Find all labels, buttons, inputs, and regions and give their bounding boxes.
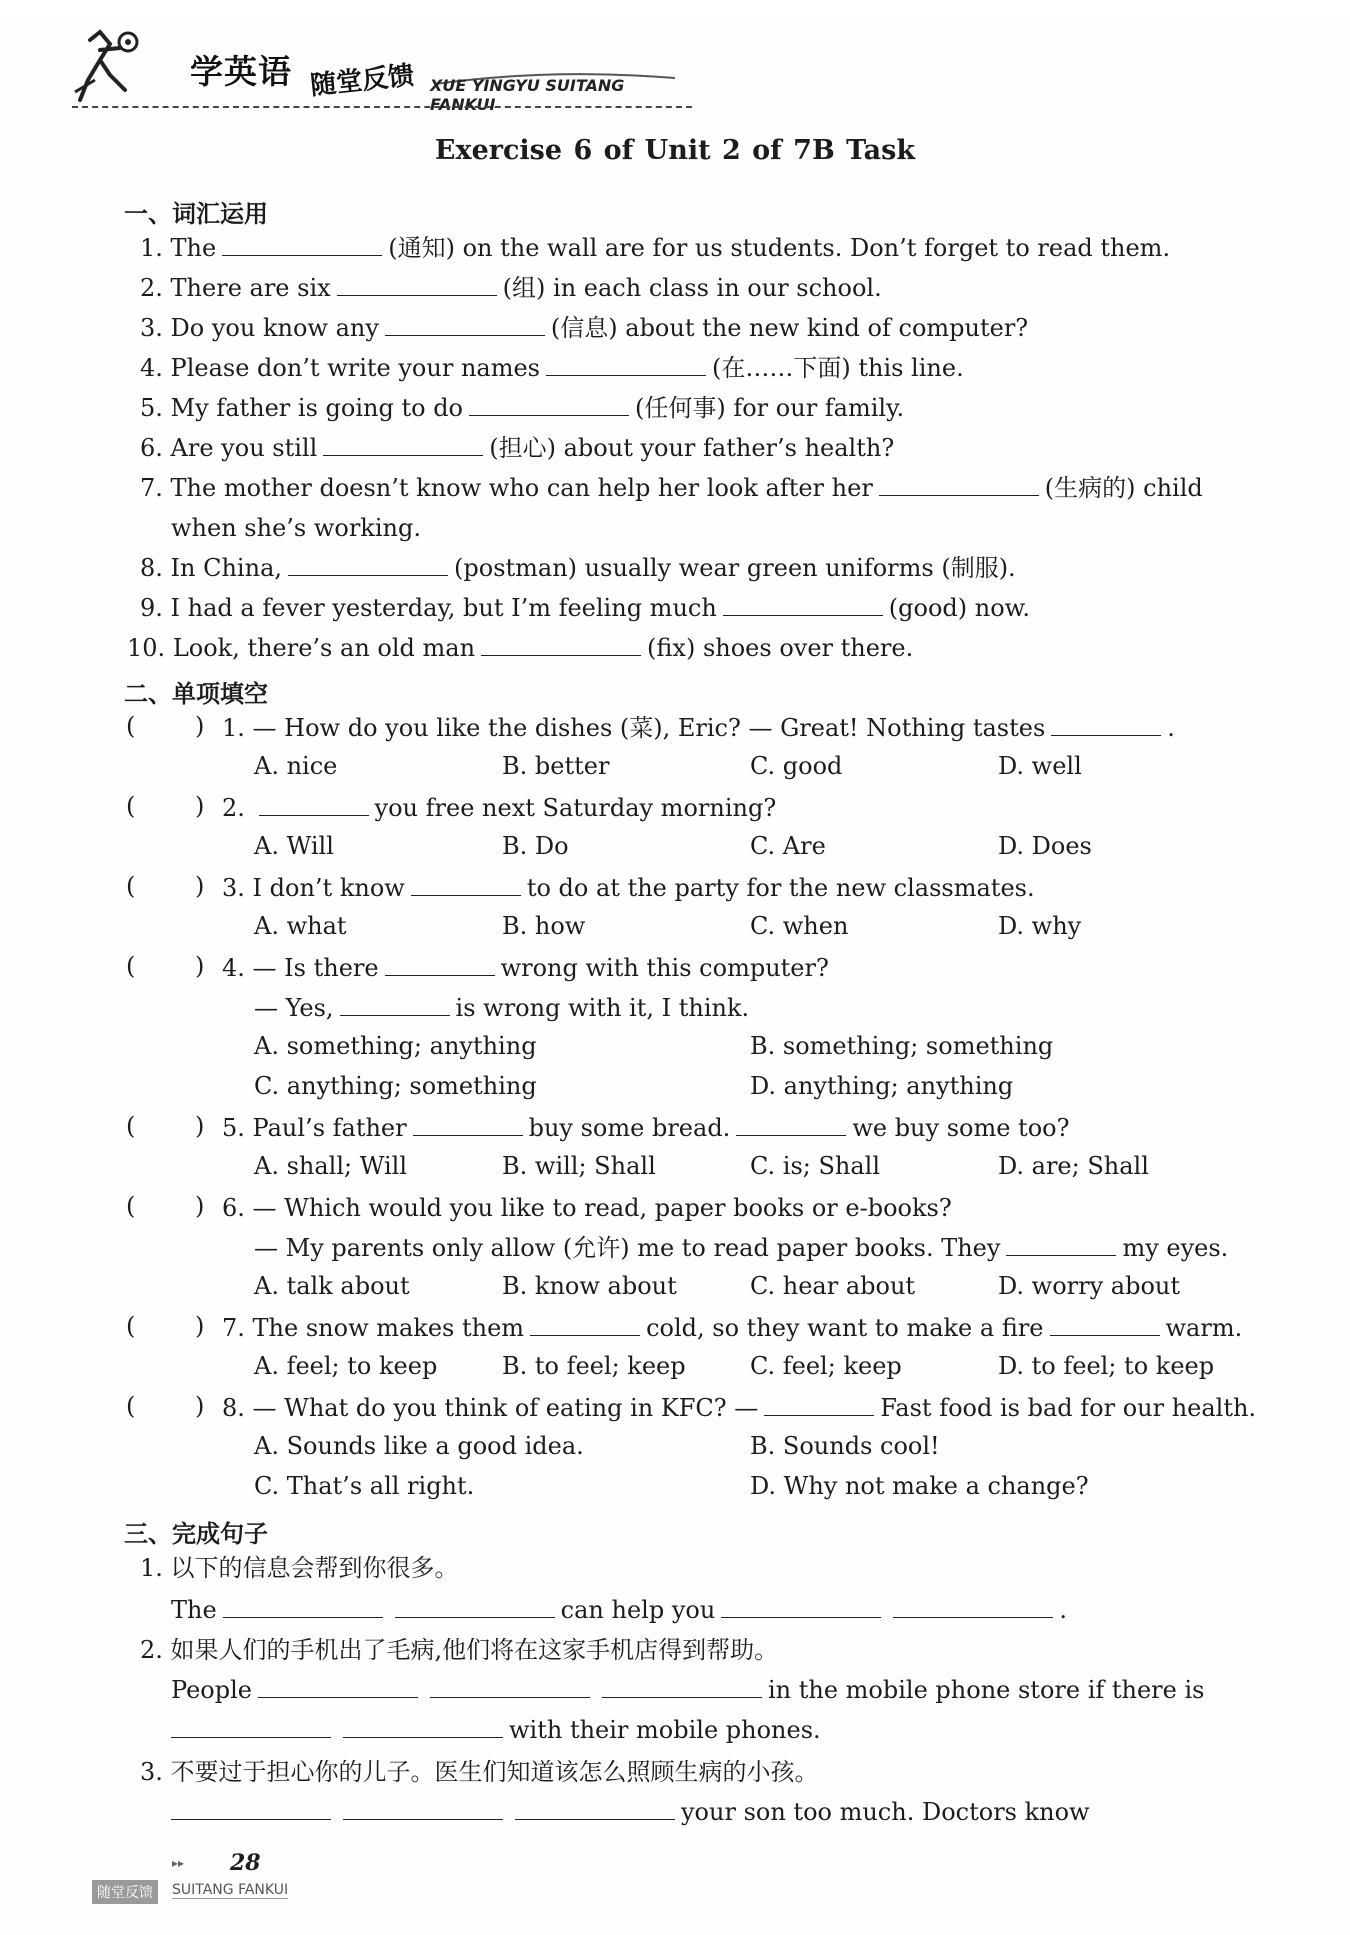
vocab-item-2: 2. There are six (组) in each class in our school. — [140, 274, 882, 302]
mc-option[interactable]: C. when — [750, 912, 849, 940]
sentence-3-english: your son too much. Doctors know — [165, 1796, 1090, 1828]
mc-question-1: 1. — How do you like the dishes (菜), Eric? — Great! Nothing tastes . — [222, 714, 1175, 742]
mc-option[interactable]: C. is; Shall — [750, 1152, 881, 1180]
mc-option[interactable]: A. shall; Will — [254, 1152, 408, 1180]
page-number: 28 — [230, 1850, 261, 1876]
section2-heading: 二、单项填空 — [124, 680, 268, 708]
mc-option[interactable]: D. to feel; to keep — [998, 1352, 1215, 1380]
vocab-item-3: 3. Do you know any (信息) about the new kind of computer? — [140, 314, 1029, 342]
answer-blank[interactable] — [385, 315, 545, 336]
sentence-2-english: People in the mobile phone store if there is — [171, 1676, 1205, 1704]
mc-question-4-reply: — Yes, is wrong with it, I think. — [254, 994, 750, 1022]
answer-blank[interactable] — [430, 1677, 590, 1698]
answer-blank[interactable] — [385, 955, 495, 976]
answer-paren-close: ) — [195, 1112, 205, 1140]
logo-en-title: XUE YINGYU SUITANG FANKUI — [430, 76, 625, 114]
mc-option[interactable]: D. Why not make a change? — [750, 1472, 1089, 1500]
mc-option[interactable]: D. well — [998, 752, 1082, 780]
answer-blank[interactable] — [258, 1677, 418, 1698]
sentence-1-chinese: 1. 以下的信息会帮到你很多。 — [140, 1554, 459, 1582]
mc-option[interactable]: D. worry about — [998, 1272, 1180, 1300]
mc-option[interactable]: A. nice — [254, 752, 338, 780]
mc-option[interactable]: B. better — [502, 752, 610, 780]
vocab-item-6: 6. Are you still (担心) about your father’s health? — [140, 434, 895, 462]
sentence-2-chinese: 2. 如果人们的手机出了毛病,他们将在这家手机店得到帮助。 — [140, 1636, 779, 1664]
sentence-3-chinese: 3. 不要过于担心你的儿子。医生们知道该怎么照顾生病的小孩。 — [140, 1758, 819, 1786]
mc-option[interactable]: A. feel; to keep — [254, 1352, 438, 1380]
mc-question-7: 7. The snow makes them cold, so they want to make a fire warm. — [222, 1314, 1243, 1342]
footer-badge: 随堂反馈 — [92, 1880, 158, 1904]
answer-paren-close: ) — [195, 712, 205, 740]
answer-paren-close: ) — [195, 1192, 205, 1220]
answer-blank[interactable] — [323, 435, 483, 456]
answer-blank[interactable] — [721, 1597, 881, 1618]
mc-question-3: 3. I don’t know to do at the party for the new classmates. — [222, 874, 1035, 902]
answer-blank[interactable] — [1006, 1235, 1116, 1256]
header-divider — [72, 106, 692, 108]
answer-blank[interactable] — [343, 1799, 503, 1820]
sentence-1-english: The can help you . — [171, 1596, 1067, 1624]
answer-blank[interactable] — [413, 1115, 523, 1136]
footer-label: SUITANG FANKUI — [172, 1882, 289, 1898]
mc-option[interactable]: B. know about — [502, 1272, 677, 1300]
mc-option[interactable]: D. anything; anything — [750, 1072, 1014, 1100]
vocab-item-5: 5. My father is going to do (任何事) for our family. — [140, 394, 905, 422]
answer-blank[interactable] — [1050, 1315, 1160, 1336]
answer-blank[interactable] — [171, 1717, 331, 1738]
answer-paren-open: ( — [126, 1312, 136, 1340]
answer-blank[interactable] — [879, 475, 1039, 496]
mc-option[interactable]: A. Will — [254, 832, 334, 860]
vocab-item-8: 8. In China, (postman) usually wear green uniforms (制服). — [140, 554, 1016, 582]
mc-option[interactable]: B. to feel; keep — [502, 1352, 686, 1380]
page-header — [60, 14, 680, 114]
vocab-item-10: 10. Look, there’s an old man (fix) shoes over there. — [127, 634, 914, 662]
answer-blank[interactable] — [337, 275, 497, 296]
answer-blank[interactable] — [723, 595, 883, 616]
answer-blank[interactable] — [223, 1597, 383, 1618]
answer-blank[interactable] — [411, 875, 521, 896]
answer-blank[interactable] — [515, 1799, 675, 1820]
mc-option[interactable]: C. good — [750, 752, 843, 780]
answer-blank[interactable] — [259, 795, 369, 816]
logo-cn-title: 学英语 — [190, 52, 292, 91]
mc-option[interactable]: B. something; something — [750, 1032, 1054, 1060]
answer-paren-close: ) — [195, 952, 205, 980]
answer-blank[interactable] — [288, 555, 448, 576]
answer-blank[interactable] — [343, 1717, 503, 1738]
vocab-item-1: 1. The (通知) on the wall are for us students. Don’t forget to read them. — [140, 234, 1171, 262]
mc-option[interactable]: A. talk about — [254, 1272, 410, 1300]
answer-paren-open: ( — [126, 712, 136, 740]
answer-paren-open: ( — [126, 1392, 136, 1420]
mc-question-5: 5. Paul’s father buy some bread. we buy some too? — [222, 1114, 1070, 1142]
mc-option[interactable]: D. Does — [998, 832, 1092, 860]
section1-heading: 一、词汇运用 — [124, 200, 268, 228]
answer-blank[interactable] — [395, 1597, 555, 1618]
mc-option[interactable]: B. how — [502, 912, 586, 940]
answer-blank[interactable] — [481, 635, 641, 656]
answer-paren-close: ) — [195, 1312, 205, 1340]
mc-option[interactable]: A. Sounds like a good idea. — [254, 1432, 584, 1460]
mc-option[interactable]: B. will; Shall — [502, 1152, 656, 1180]
answer-paren-open: ( — [126, 792, 136, 820]
mc-question-2: 2. you free next Saturday morning? — [222, 794, 777, 822]
answer-blank[interactable] — [469, 395, 629, 416]
mc-option[interactable]: B. Sounds cool! — [750, 1432, 940, 1460]
answer-blank[interactable] — [893, 1597, 1053, 1618]
vocab-item-9: 9. I had a fever yesterday, but I’m feeling much (good) now. — [140, 594, 1031, 622]
mc-question-6-reply: — My parents only allow (允许) me to read paper books. They my eyes. — [254, 1234, 1229, 1262]
answer-blank[interactable] — [764, 1395, 874, 1416]
mc-option[interactable]: C. anything; something — [254, 1072, 537, 1100]
answer-blank[interactable] — [222, 235, 382, 256]
mc-option[interactable]: C. That’s all right. — [254, 1472, 475, 1500]
mc-option[interactable]: A. what — [254, 912, 347, 940]
vocab-item-4: 4. Please don’t write your names (在……下面) this line. — [140, 354, 964, 382]
answer-blank[interactable] — [340, 995, 450, 1016]
mc-option[interactable]: C. hear about — [750, 1272, 916, 1300]
vocab-item-7: 7. The mother doesn’t know who can help her look after her (生病的) child — [140, 474, 1203, 502]
mc-option[interactable]: D. why — [998, 912, 1082, 940]
answer-paren-open: ( — [126, 1192, 136, 1220]
mc-option[interactable]: B. Do — [502, 832, 569, 860]
answer-paren-close: ) — [195, 872, 205, 900]
footer-arrow-icon: ▸▸ — [172, 1856, 185, 1870]
mc-question-6: 6. — Which would you like to read, paper books or e-books? — [222, 1194, 952, 1222]
mc-option[interactable]: C. Are — [750, 832, 826, 860]
mc-option[interactable]: A. something; anything — [254, 1032, 537, 1060]
mc-question-4: 4. — Is there wrong with this computer? — [222, 954, 829, 982]
mc-option[interactable]: D. are; Shall — [998, 1152, 1149, 1180]
sentence-2-english-cont: with their mobile phones. — [165, 1714, 821, 1746]
vocab-item-7-cont: when she’s working. — [171, 514, 421, 542]
answer-blank[interactable] — [171, 1799, 331, 1820]
answer-blank[interactable] — [1051, 715, 1161, 736]
mc-option[interactable]: C. feel; keep — [750, 1352, 902, 1380]
answer-paren-close: ) — [195, 792, 205, 820]
answer-blank[interactable] — [546, 355, 706, 376]
answer-blank[interactable] — [602, 1677, 762, 1698]
logo-cn-subtitle: 随堂反馈 — [308, 60, 416, 102]
answer-paren-open: ( — [126, 1112, 136, 1140]
page-title: Exercise 6 of Unit 2 of 7B Task — [434, 135, 916, 166]
answer-paren-close: ) — [195, 1392, 205, 1420]
answer-blank[interactable] — [736, 1115, 846, 1136]
answer-paren-open: ( — [126, 952, 136, 980]
runner-logo-icon — [70, 20, 190, 110]
answer-paren-open: ( — [126, 872, 136, 900]
answer-blank[interactable] — [530, 1315, 640, 1336]
mc-question-8: 8. — What do you think of eating in KFC? — Fast food is bad for our health. — [222, 1394, 1257, 1422]
section3-heading: 三、完成句子 — [124, 1520, 268, 1548]
